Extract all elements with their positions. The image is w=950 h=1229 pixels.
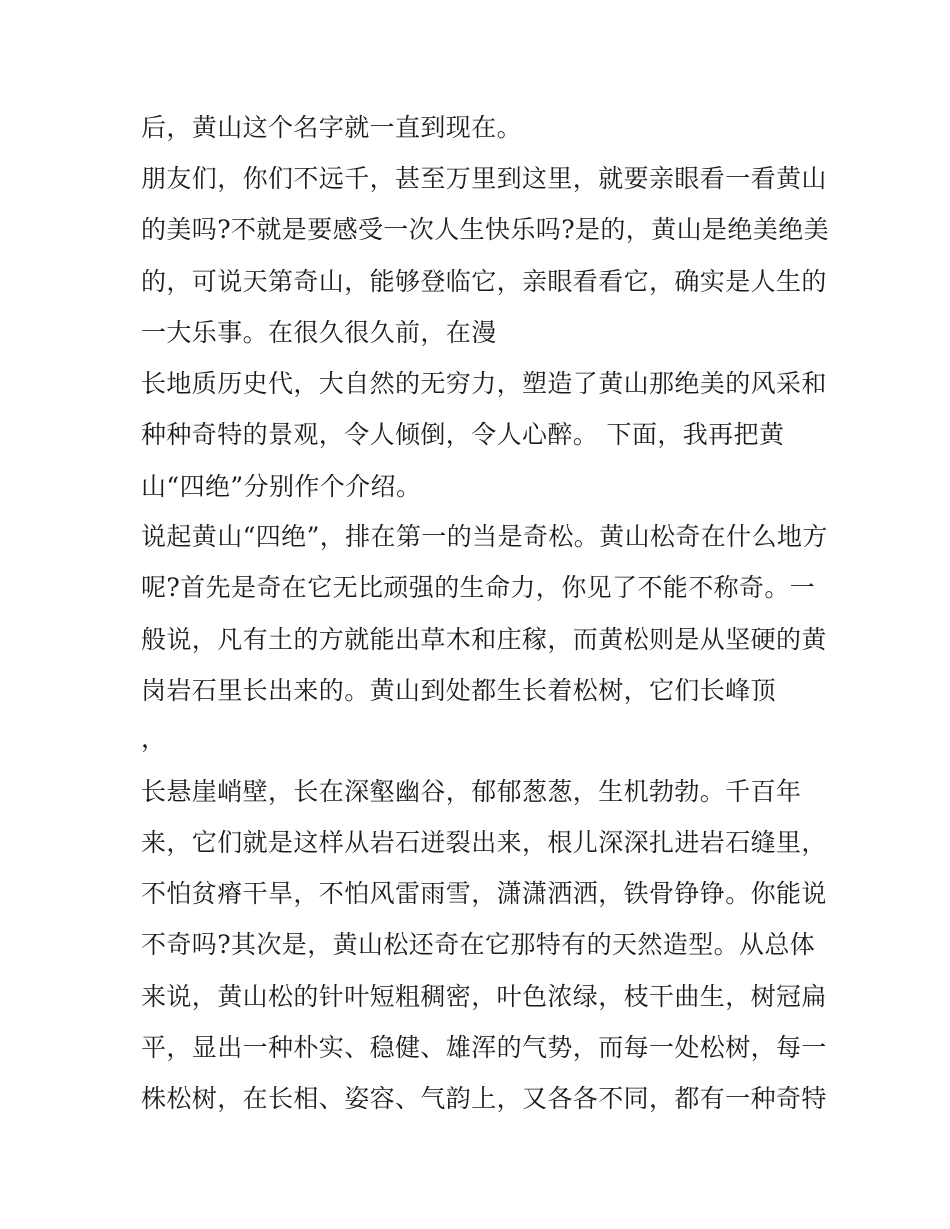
text-line: 不怕贫瘠干旱，不怕风雷雨雪，潇潇洒洒，铁骨铮铮。你能说 xyxy=(141,879,827,908)
text-line: 来说，黄山松的针叶短粗稠密，叶色浓绿，枝干曲生，树冠扁 xyxy=(141,982,827,1011)
text-line: 平，显出一种朴实、稳健、雄浑的气势，而每一处松树，每一 xyxy=(141,1033,827,1062)
text-line: 朋友们，你们不远千，甚至万里到这里，就要亲眼看一看黄山 xyxy=(141,164,827,193)
text-line: 后，黄山这个名字就一直到现在。 xyxy=(141,113,523,142)
text-line: 岗岩石里长出来的。黄山到处都生长着松树，它们长峰顶 xyxy=(141,676,777,705)
text-line: ， xyxy=(141,724,167,753)
text-line: 说起黄山“四绝”，排在第一的当是奇松。黄山松奇在什么地方 xyxy=(141,522,828,551)
text-line: 长地质历史代，大自然的无穷力，塑造了黄山那绝美的风采和 xyxy=(141,369,827,398)
text-line: 呢?首先是奇在它无比顽强的生命力，你见了不能不称奇。一 xyxy=(141,573,816,602)
text-line: 般说，凡有土的方就能出草木和庄稼，而黄松则是从坚硬的黄 xyxy=(141,625,827,654)
text-line: 长悬崖峭壁，长在深壑幽谷，郁郁葱葱，生机勃勃。千百年 xyxy=(141,777,802,806)
text-line: 种种奇特的景观，令人倾倒，令人心醉。 下面，我再把黄 xyxy=(141,420,785,449)
text-line: 株松树，在长相、姿容、气韵上，又各各不同，都有一种奇特 xyxy=(141,1084,827,1113)
text-line: 的，可说天第奇山，能够登临它，亲眼看看它，确实是人生的 xyxy=(141,267,827,296)
text-line: 不奇吗?其次是，黄山松还奇在它那特有的天然造型。从总体 xyxy=(141,930,816,959)
text-line: 来，它们就是这样从岩石迸裂出来，根儿深深扎进岩石缝里， xyxy=(141,828,827,857)
text-line: 一大乐事。在很久很久前，在漫 xyxy=(141,318,497,347)
text-line: 山“四绝”分别作个介绍。 xyxy=(141,472,422,501)
text-line: 的美吗?不就是要感受一次人生快乐吗?是的，黄山是绝美绝美 xyxy=(141,215,830,244)
